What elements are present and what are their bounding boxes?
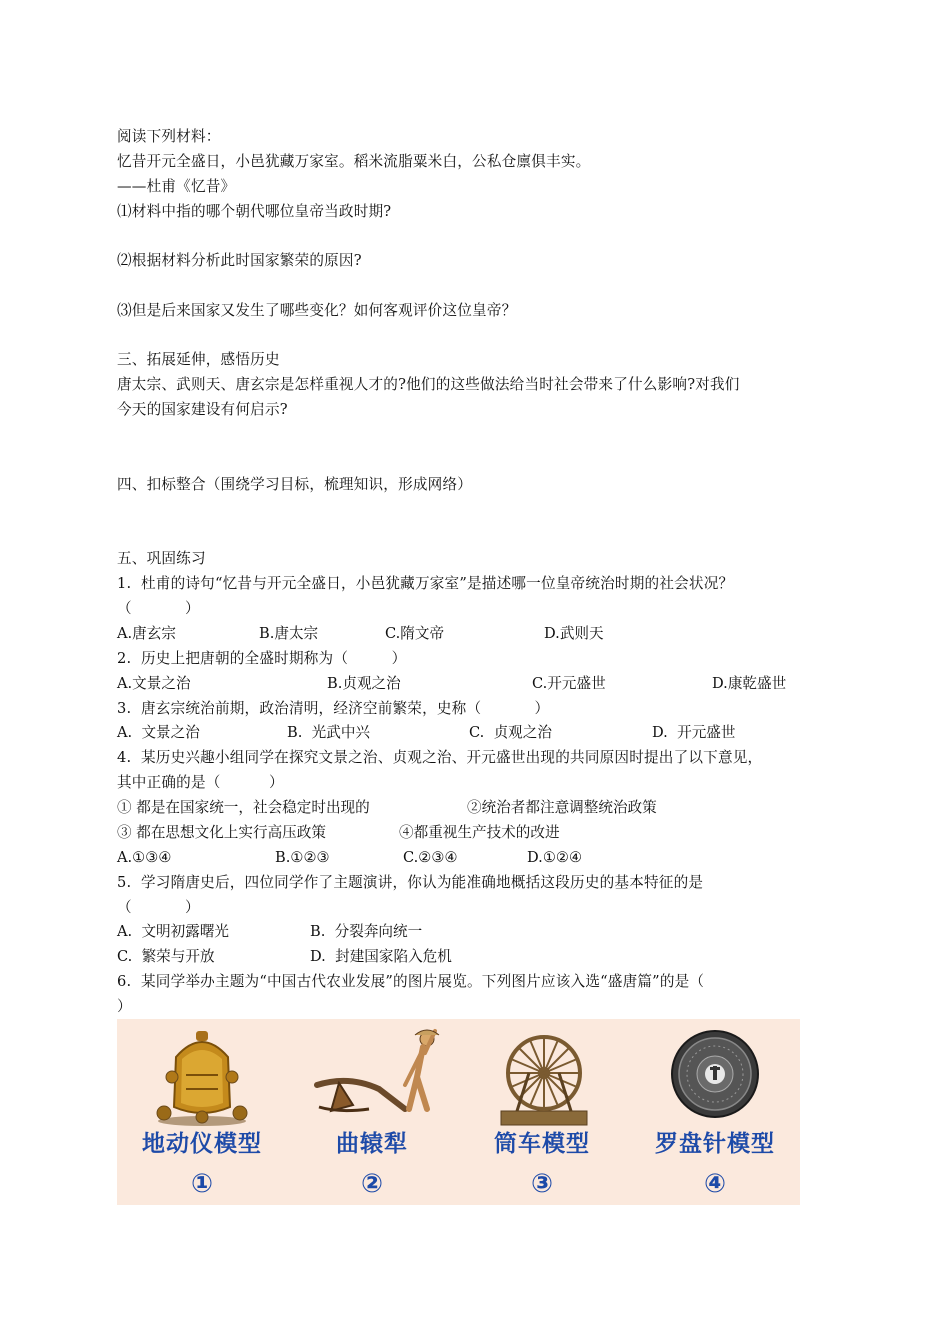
question-4-statement-2: ②统治者都注意调整统治政策	[467, 799, 657, 816]
figure-item-3-label: 筒车模型	[494, 1131, 590, 1157]
figure-item-4	[630, 1019, 800, 1205]
question-2-option-d: D.康乾盛世	[712, 675, 787, 692]
question-6-stem: 6. 某同学举办主题为“中国古代农业发展”的图片展览。下列图片应该入选“盛唐篇”的是（	[117, 973, 705, 990]
question-3-option-d: D. 开元盛世	[652, 724, 736, 741]
question-4-statement-3: ③ 都在思想文化上实行高压政策	[117, 824, 326, 841]
poem-source: ——杜甫《忆昔》	[117, 178, 236, 195]
agriculture-figure	[117, 1019, 800, 1205]
question-1-stem: 1. 杜甫的诗句“忆昔与开元全盛日，小邑犹藏万家室”是描述哪一位皇帝统治时期的社会状况？	[117, 575, 734, 592]
poem-text: 忆昔开元全盛日，小邑犹藏万家室。稻米流脂粟米白，公私仓廪俱丰实。	[117, 153, 591, 170]
reading-question-1: ⑴材料中指的哪个朝代哪位皇帝当政时期?	[117, 203, 392, 220]
question-5-option-d: D. 封建国家陷入危机	[310, 948, 452, 965]
reading-intro: 阅读下列材料：	[117, 128, 221, 145]
figure-item-2-number: ②	[360, 1169, 383, 1199]
question-4-option-c: C.②③④	[403, 849, 458, 866]
waterwheel-icon	[499, 1027, 589, 1127]
question-4-stem-1: 4. 某历史兴趣小组同学在探究文景之治、贞观之治、开元盛世出现的共同原因时提出了以下意见，	[117, 749, 763, 766]
figure-item-4-label: 罗盘针模型	[655, 1131, 775, 1157]
question-2-option-a: A.文景之治	[117, 675, 191, 692]
section-3-title: 三、拓展延伸，感悟历史	[117, 351, 280, 368]
question-3-option-c: C. 贞观之治	[469, 724, 552, 741]
question-5-option-b: B. 分裂奔向统一	[310, 923, 423, 940]
section-4-title: 四、扣标整合（围绕学习目标，梳理知识，形成网络）	[117, 476, 473, 493]
question-1-option-c: C.隋文帝	[385, 625, 445, 642]
section-3-line-2: 今天的国家建设有何启示?	[117, 401, 288, 418]
question-2-option-c: C.开元盛世	[532, 675, 606, 692]
question-4-statement-4: ④都重视生产技术的改进	[399, 824, 560, 841]
question-5-option-a: A. 文明初露曙光	[117, 923, 230, 940]
question-3-stem: 3. 唐玄宗统治前期，政治清明，经济空前繁荣，史称（ ）	[117, 700, 550, 717]
section-5-title: 五、巩固练习	[117, 550, 206, 567]
question-4-option-b: B.①②③	[275, 849, 330, 866]
question-3-option-b: B. 光武中兴	[287, 724, 371, 741]
question-6-close: ）	[117, 998, 132, 1015]
plough-icon	[309, 1025, 449, 1125]
figure-item-2-label: 曲辕犁	[336, 1131, 408, 1157]
figure-item-4-number: ④	[703, 1169, 726, 1199]
question-4-option-d: D.①②④	[527, 849, 583, 866]
section-3-line-1: 唐太宗、武则天、唐玄宗是怎样重视人才的?他们的这些做法给当时社会带来了什么影响?对我们	[117, 376, 740, 393]
reading-question-2: ⑵根据材料分析此时国家繁荣的原因?	[117, 252, 362, 269]
figure-item-3-number: ③	[530, 1169, 553, 1199]
compass-icon	[670, 1029, 760, 1119]
question-4-statement-1: ① 都是在国家统一，社会稳定时出现的	[117, 799, 370, 816]
figure-item-2	[287, 1019, 457, 1205]
question-2-stem: 2. 历史上把唐朝的全盛时期称为（ ）	[117, 650, 407, 667]
reading-question-3: ⑶但是后来国家又发生了哪些变化？如何客观评价这位皇帝？	[117, 302, 517, 319]
figure-item-1-label: 地动仪模型	[142, 1131, 262, 1157]
question-3-option-a: A. 文景之治	[117, 724, 200, 741]
figure-item-1-number: ①	[190, 1169, 213, 1199]
figure-item-3	[457, 1019, 627, 1205]
question-4-stem-2: 其中正确的是（ ）	[117, 774, 284, 791]
figure-item-1	[117, 1019, 287, 1205]
question-5-blank: （ ）	[117, 899, 200, 916]
question-1-option-a: A.唐玄宗	[117, 625, 176, 642]
seismograph-icon	[142, 1027, 262, 1127]
question-4-option-a: A.①③④	[117, 849, 172, 866]
question-1-option-d: D.武则天	[544, 625, 604, 642]
question-1-blank: （ ）	[117, 600, 200, 617]
question-2-option-b: B.贞观之治	[327, 675, 401, 692]
question-1-option-b: B.唐太宗	[259, 625, 319, 642]
question-5-option-c: C. 繁荣与开放	[117, 948, 215, 965]
question-5-stem: 5. 学习隋唐史后，四位同学作了主题演讲，你认为能准确地概括这段历史的基本特征的是	[117, 874, 704, 891]
